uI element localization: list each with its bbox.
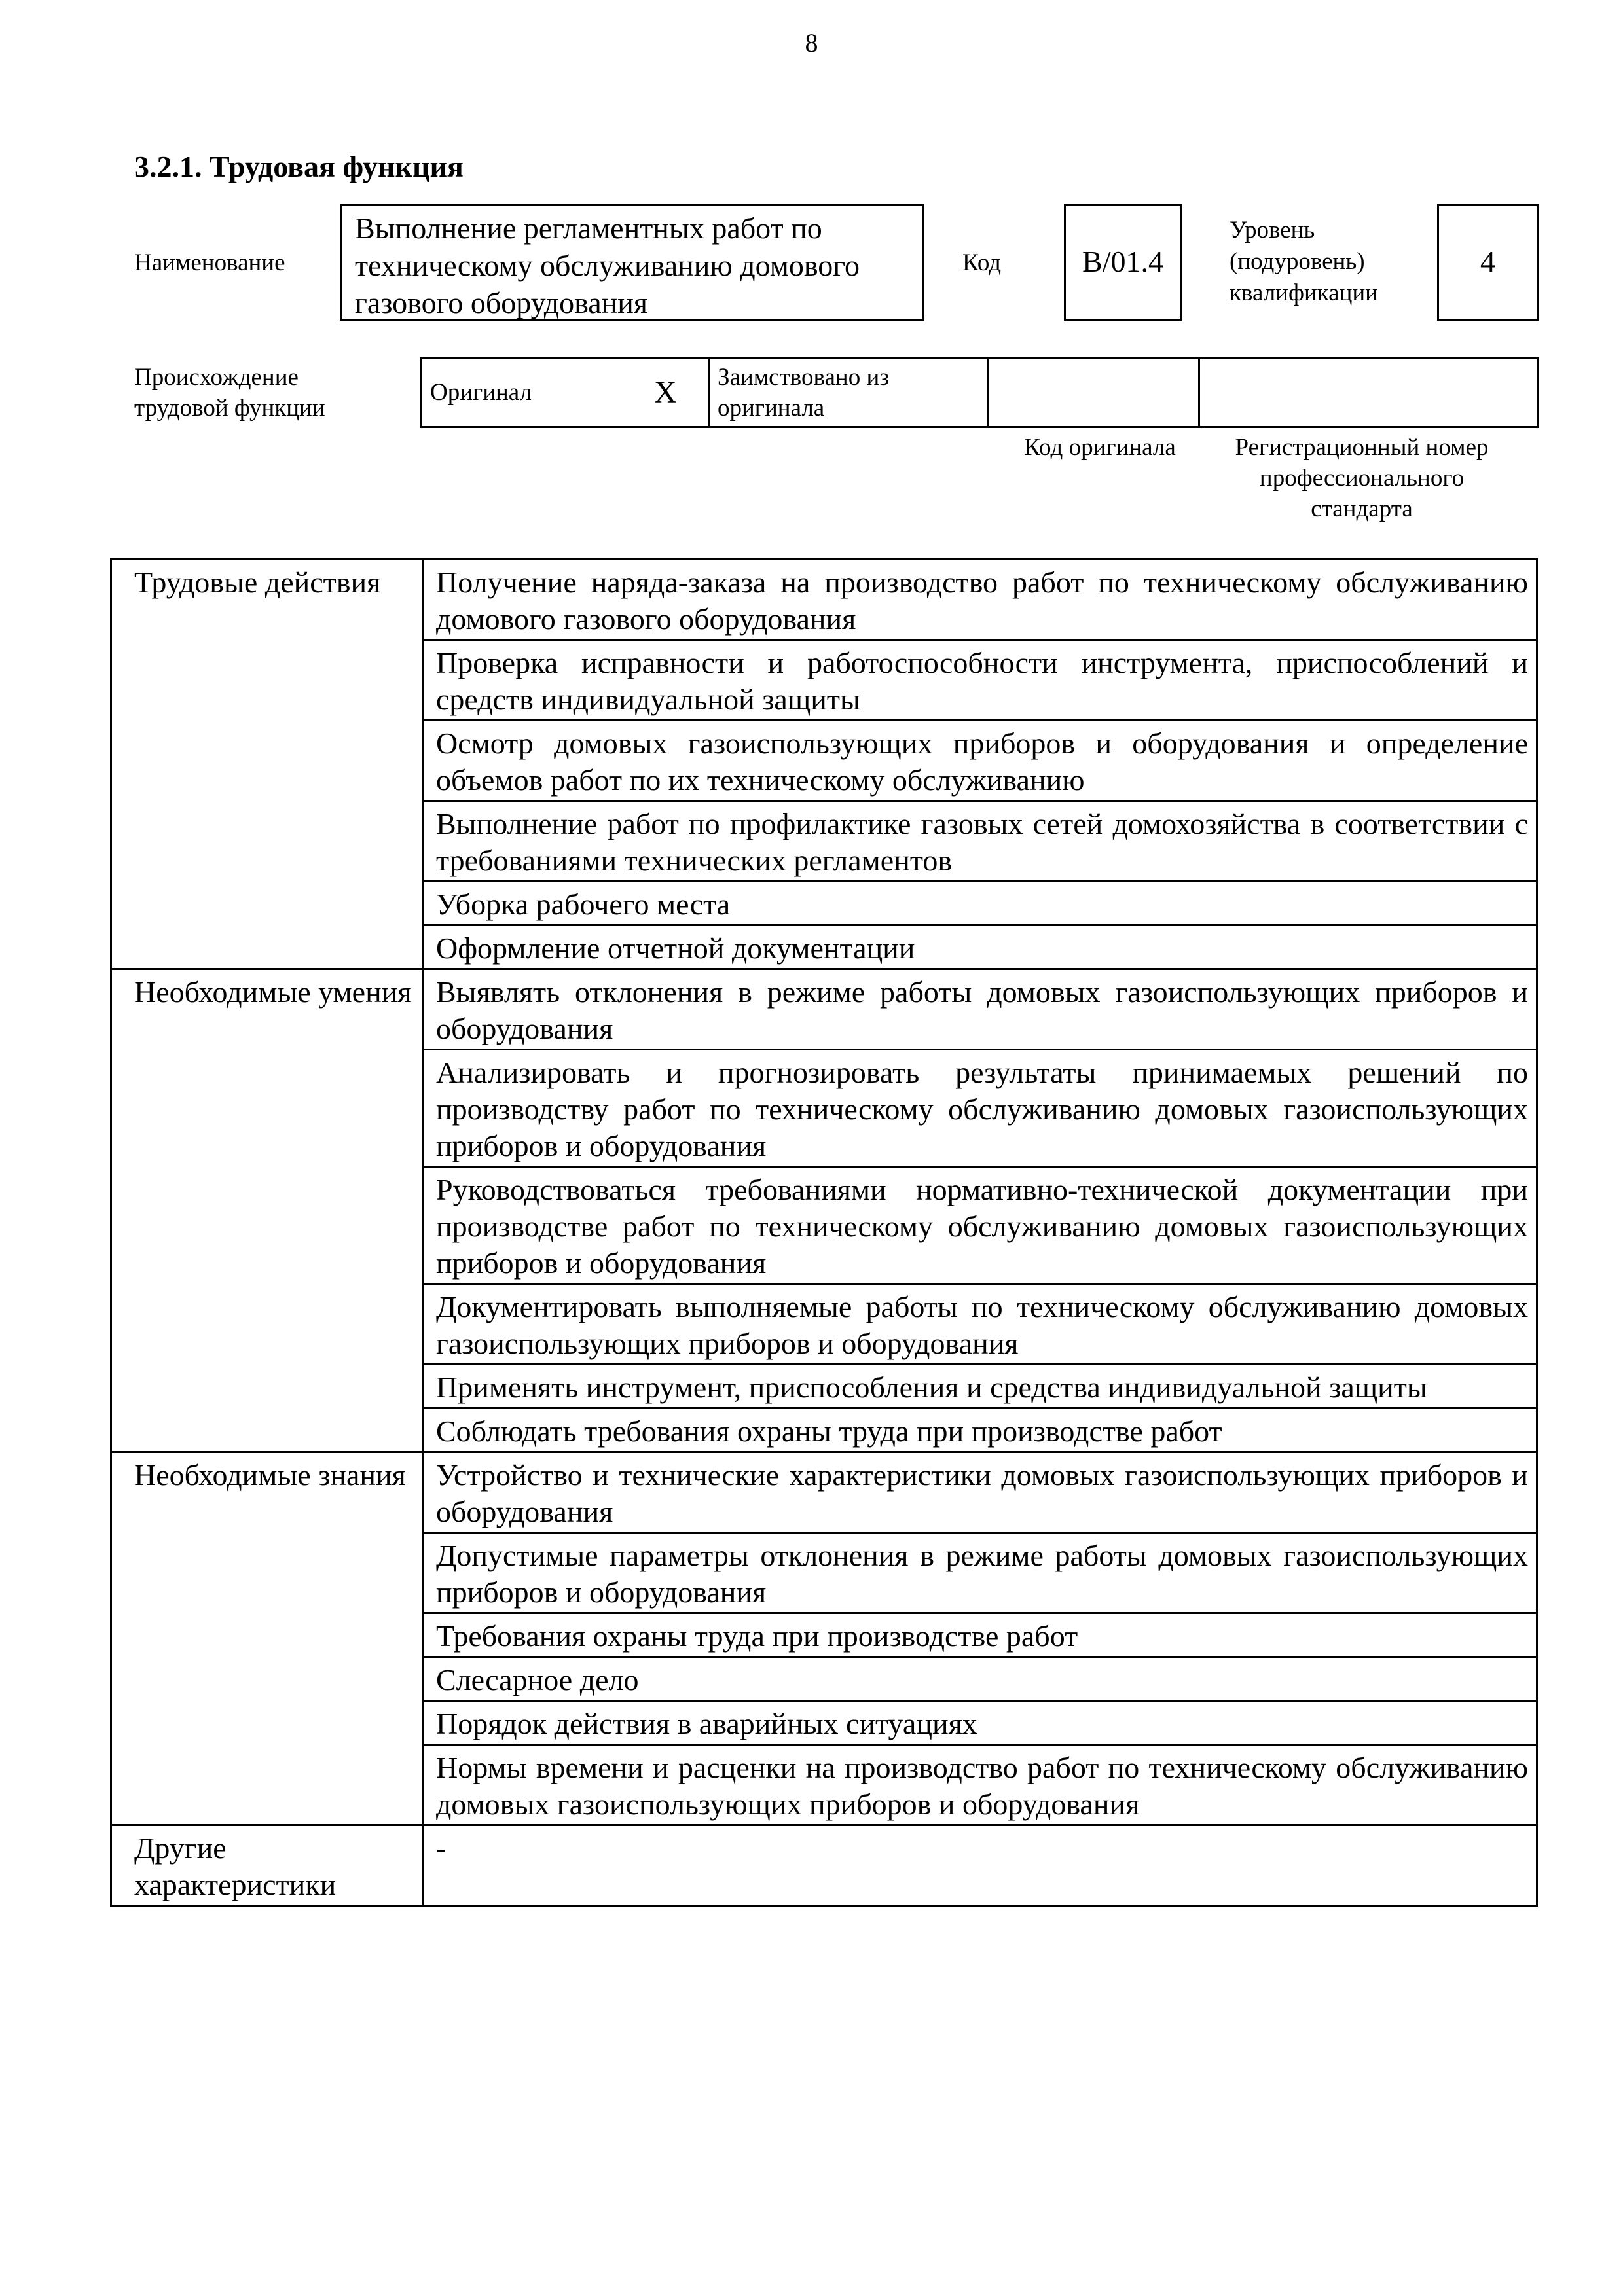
list-item: Допустимые параметры отклонения в режиме работы домовых газоиспользующих приборов и оборудования	[424, 1533, 1537, 1613]
origin-label: Происхождение трудовой функции	[134, 364, 325, 422]
list-item: Соблюдать требования охраны труда при производстве работ	[424, 1408, 1537, 1452]
page-number: 8	[805, 28, 818, 58]
code-value-box: B/01.4	[1064, 204, 1182, 321]
code-original-cell	[989, 358, 1199, 427]
list-item: Руководствоваться требованиями нормативно-технической документации при производстве работ по техническому обслуживанию домовых газоиспользующих приборов и оборудования	[424, 1167, 1537, 1284]
list-item: Получение наряда-заказа на производство работ по техническому обслуживанию домового газового оборудования	[424, 560, 1537, 640]
list-item: Уборка рабочего места	[424, 882, 1537, 925]
code-label: Код	[962, 249, 1002, 276]
list-item: Слесарное дело	[424, 1657, 1537, 1701]
table-row	[111, 560, 1537, 640]
section-title: 3.2.1. Трудовая функция	[134, 150, 464, 183]
original-label: Оригинал	[422, 358, 647, 427]
list-item: Анализировать и прогнозировать результаты принимаемых решений по производству работ по техническому обслуживанию домовых газоиспользующих приборов и оборудования	[424, 1050, 1537, 1167]
table-row	[111, 969, 1537, 1050]
borrowed-label: Заимствовано из оригинала	[709, 358, 989, 427]
table-row	[111, 1825, 1537, 1906]
level-label: Уровень (подуровень) квалификации	[1230, 217, 1378, 306]
list-item: Документировать выполняемые работы по техническому обслуживанию домовых газоиспользующих приборов и оборудования	[424, 1284, 1537, 1365]
category-cell: Необходимые знания	[111, 1452, 424, 1825]
category-cell: Трудовые действия	[111, 560, 424, 969]
category-cell: Другие характеристики	[111, 1825, 424, 1906]
origin-table	[420, 357, 1539, 428]
code-original-caption: Код оригинала	[1024, 434, 1176, 461]
list-item: Проверка исправности и работоспособности инструмента, приспособлений и средств индивидуальной защиты	[424, 640, 1537, 721]
list-item: Нормы времени и расценки на производство работ по техническому обслуживанию домовых газоиспользующих приборов и оборудования	[424, 1745, 1537, 1825]
level-value-box: 4	[1437, 204, 1539, 321]
list-item: Применять инструмент, приспособления и средства индивидуальной защиты	[424, 1365, 1537, 1408]
list-item: Осмотр домовых газоиспользующих приборов и оборудования и определение объемов работ по их техническому обслуживанию	[424, 721, 1537, 801]
list-item: Порядок действия в аварийных ситуациях	[424, 1701, 1537, 1745]
list-item: Устройство и технические характеристики домовых газоиспользующих приборов и оборудования	[424, 1452, 1537, 1533]
name-label: Наименование	[134, 249, 285, 276]
list-item: Выполнение работ по профилактике газовых сетей домохозяйства в соответствии с требованиями технических регламентов	[424, 801, 1537, 882]
function-name-box: Выполнение регламентных работ по техническому обслуживанию домового газового оборудования	[340, 204, 924, 321]
list-item: Выявлять отклонения в режиме работы домовых газоиспользующих приборов и оборудования	[424, 969, 1537, 1050]
table-row	[111, 1452, 1537, 1533]
original-mark: X	[646, 358, 709, 427]
list-item: Требования охраны труда при производстве работ	[424, 1613, 1537, 1657]
list-item: -	[424, 1825, 1537, 1906]
list-item: Оформление отчетной документации	[424, 925, 1537, 969]
reg-number-caption: Регистрационный номер профессионального стандарта	[1235, 434, 1489, 522]
reg-number-cell	[1199, 358, 1538, 427]
main-table	[110, 558, 1538, 1907]
category-cell: Необходимые умения	[111, 969, 424, 1452]
